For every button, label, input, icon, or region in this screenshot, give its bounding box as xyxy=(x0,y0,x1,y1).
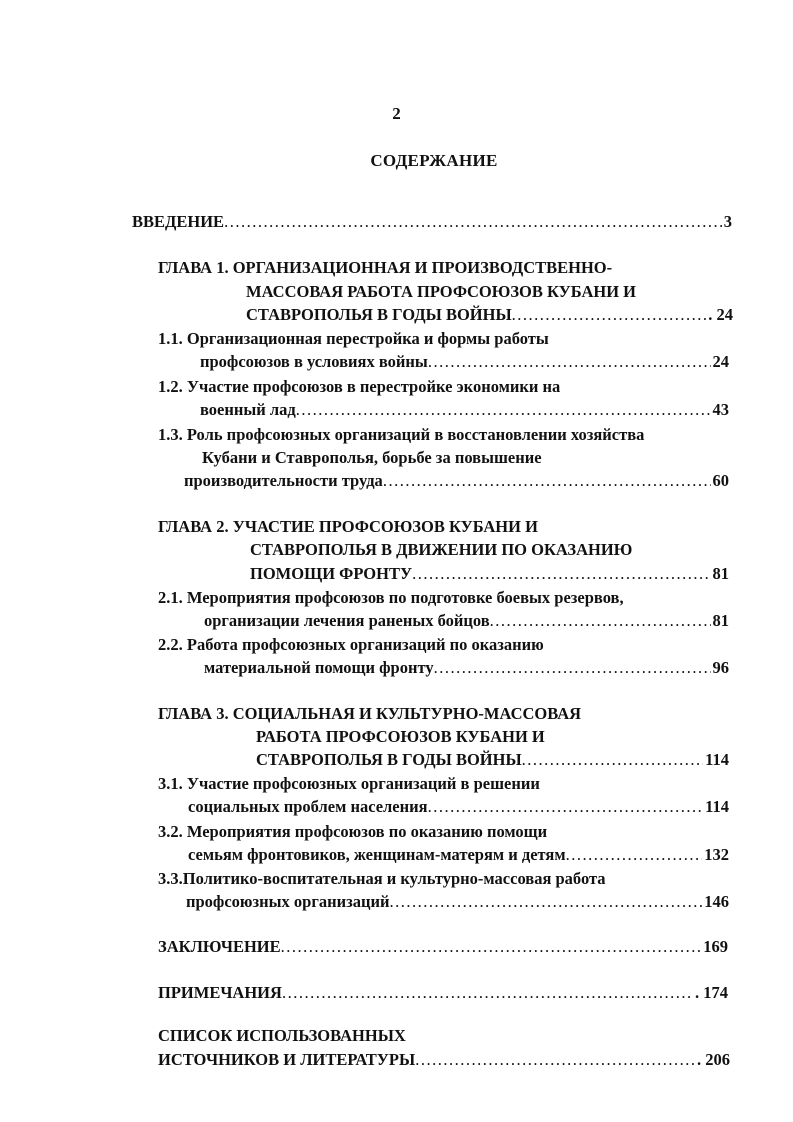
chapter-1-line-2: МАССОВАЯ РАБОТА ПРОФСОЮЗОВ КУБАНИ И xyxy=(246,282,636,301)
section-1-3-line-1: 1.3. Роль профсоюзных организаций в восстановлении хозяйства xyxy=(158,425,645,444)
section-3-1-line-1: 3.1. Участие профсоюзных организаций в решении xyxy=(158,774,540,793)
toc-page-number: 81 xyxy=(712,564,729,583)
section-3-3-line-1: 3.3.Политико-воспитательная и культурно-массовая работа xyxy=(158,869,606,888)
toc-page-number: 132 xyxy=(704,845,729,864)
dot-leader xyxy=(281,936,702,958)
toc-entry-chapter-3[interactable] xyxy=(256,749,729,771)
dot-leader xyxy=(428,796,704,818)
dot-leader xyxy=(296,399,711,421)
page-title: СОДЕРЖАНИЕ xyxy=(370,151,498,170)
section-3-2-line-1: 3.2. Мероприятия профсоюзов по оказанию помощи xyxy=(158,822,548,841)
dot-leader xyxy=(224,211,722,233)
section-1-3-line-2: Кубани и Ставрополья, борьбе за повышение xyxy=(202,448,542,467)
toc-entry-text: ВВЕДЕНИЕ xyxy=(132,212,225,231)
toc-entry-text: материальной помощи фронту xyxy=(204,658,434,677)
toc-entry-section-2-1[interactable] xyxy=(204,610,729,632)
toc-entry-text: профсоюзных организаций xyxy=(186,892,390,911)
dot-leader xyxy=(512,304,707,326)
chapter-1-line-1: ГЛАВА 1. ОРГАНИЗАЦИОННАЯ И ПРОИЗВОДСТВЕННО- xyxy=(158,258,613,277)
chapter-2-line-1: ГЛАВА 2. УЧАСТИЕ ПРОФСОЮЗОВ КУБАНИ И xyxy=(158,517,538,536)
toc-entry-text: ИСТОЧНИКОВ И ЛИТЕРАТУРЫ xyxy=(158,1050,416,1069)
toc-entry-chapter-2[interactable] xyxy=(250,563,729,585)
toc-entry-section-3-3[interactable] xyxy=(186,891,729,913)
section-2-1-line-1: 2.1. Мероприятия профсоюзов по подготовке боевых резервов, xyxy=(158,588,624,607)
toc-page-number: 96 xyxy=(712,658,729,677)
chapter-3-line-2: РАБОТА ПРОФСОЮЗОВ КУБАНИ И xyxy=(256,727,545,746)
section-1-1-line-1: 1.1. Организационная перестройка и формы работы xyxy=(158,329,549,348)
dot-leader xyxy=(428,351,711,373)
toc-entry-section-2-2[interactable] xyxy=(204,657,729,679)
toc-page-number: 146 xyxy=(704,892,729,911)
toc-entry-conclusion[interactable] xyxy=(158,936,728,958)
toc-page-number: 114 xyxy=(705,750,729,769)
toc-entry-text: ПРИМЕЧАНИЯ xyxy=(158,983,282,1002)
dot-leader xyxy=(415,1049,695,1071)
toc-entry-section-1-2[interactable] xyxy=(200,399,729,421)
toc-page-number: 114 xyxy=(705,797,729,816)
toc-page-number: . 206 xyxy=(697,1050,730,1069)
toc-page-number: 24 xyxy=(712,352,729,371)
toc-page-number: 81 xyxy=(712,611,729,630)
toc-entry-text: ЗАКЛЮЧЕНИЕ xyxy=(158,937,281,956)
dot-leader xyxy=(390,891,703,913)
chapter-3-line-1: ГЛАВА 3. СОЦИАЛЬНАЯ И КУЛЬТУРНО-МАССОВАЯ xyxy=(158,704,582,723)
toc-entry-section-1-1[interactable] xyxy=(200,351,729,373)
toc-entry-section-1-3[interactable] xyxy=(184,470,729,492)
toc-entry-text: организации лечения раненых бойцов xyxy=(204,611,490,630)
toc-page-number: . 24 xyxy=(708,305,733,324)
toc-entry-text: семьям фронтовиков, женщинам-матерям и детям xyxy=(188,845,566,864)
dot-leader xyxy=(522,749,703,771)
chapter-2-line-2: СТАВРОПОЛЬЯ В ДВИЖЕНИИ ПО ОКАЗАНИЮ xyxy=(250,540,633,559)
toc-entry-text: СТАВРОПОЛЬЯ В ГОДЫ ВОЙНЫ xyxy=(246,305,512,324)
toc-entry-text: военный лад xyxy=(200,400,296,419)
dot-leader xyxy=(566,844,703,866)
toc-entry-intro[interactable] xyxy=(132,211,732,233)
toc-entry-section-3-2[interactable] xyxy=(188,844,729,866)
toc-page-number: 43 xyxy=(712,400,729,419)
dot-leader xyxy=(282,982,693,1004)
toc-entry-text: СТАВРОПОЛЬЯ В ГОДЫ ВОЙНЫ xyxy=(256,750,522,769)
toc-page-number: 3 xyxy=(723,212,732,231)
page-number: 2 xyxy=(392,104,401,123)
section-2-2-line-1: 2.2. Работа профсоюзных организаций по оказанию xyxy=(158,635,544,654)
dot-leader xyxy=(490,610,711,632)
dot-leader xyxy=(383,470,711,492)
toc-entry-section-3-1[interactable] xyxy=(188,796,729,818)
sources-line-1: СПИСОК ИСПОЛЬЗОВАННЫХ xyxy=(158,1026,406,1045)
toc-entry-text: производительности труда xyxy=(184,471,383,490)
dot-leader xyxy=(412,563,710,585)
toc-page-number: . 174 xyxy=(695,983,728,1002)
toc-entry-notes[interactable] xyxy=(158,982,728,1004)
toc-entry-text: ПОМОЩИ ФРОНТУ xyxy=(250,564,413,583)
toc-entry-sources[interactable] xyxy=(158,1049,730,1071)
section-1-2-line-1: 1.2. Участие профсоюзов в перестройке экономики на xyxy=(158,377,561,396)
toc-entry-text: социальных проблем населения xyxy=(188,797,428,816)
toc-page-number: 60 xyxy=(712,471,729,490)
toc-entry-chapter-1[interactable] xyxy=(246,304,733,326)
dot-leader xyxy=(434,657,711,679)
toc-entry-text: профсоюзов в условиях войны xyxy=(200,352,428,371)
toc-page-number: 169 xyxy=(703,937,728,956)
